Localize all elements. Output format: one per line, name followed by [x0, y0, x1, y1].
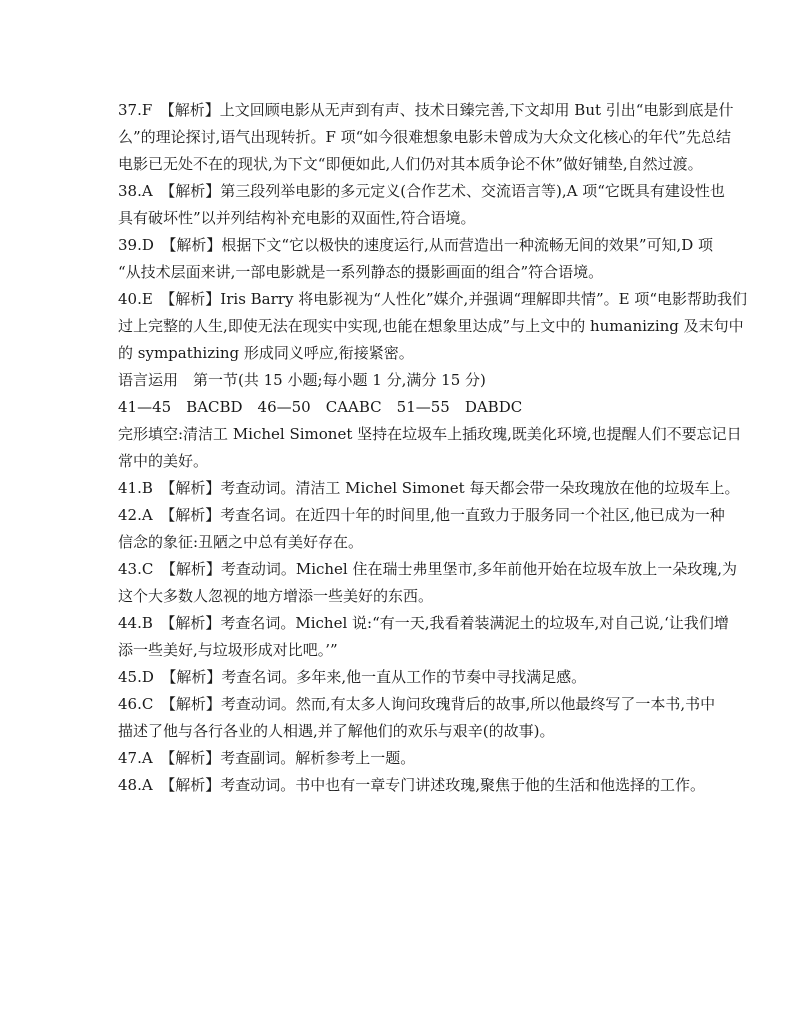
text-line: 添一些美好,与垃圾形成对比吧。’” [118, 641, 338, 659]
text-line: “从技术层面来讲,一部电影就是一系列静态的摄影画面的组合”符合语境。 [118, 263, 604, 281]
text-line: 完形填空:清洁工 Michel Simonet 坚持在垃圾车上插玫瑰,既美化环境,也提醒人们不要忘记日 [118, 425, 742, 443]
text-line: 40.E 【解析】Iris Barry 将电影视为“人性化”媒介,并强调“理解即共情”。E 项“电影帮助我们 [118, 290, 748, 308]
text-line: 41.B 【解析】考查动词。清洁工 Michel Simonet 每天都会带一朵玫瑰放在他的垃圾车上。 [118, 479, 740, 497]
text-line: 的 sympathizing 形成同义呼应,衔接紧密。 [118, 344, 414, 362]
text-line: 47.A 【解析】考查副词。解析参考上一题。 [118, 749, 416, 767]
section-heading: 语言运用 第一节(共 15 小题;每小题 1 分,满分 15 分) [118, 371, 486, 389]
text-line: 45.D 【解析】考查名词。多年来,他一直从工作的节奏中寻找满足感。 [118, 668, 587, 686]
text-line: 43.C 【解析】考查动词。Michel 住在瑞士弗里堡市,多年前他开始在垃圾车放上一朵玫瑰,为 [118, 560, 738, 578]
text-line: 37.F 【解析】上文回顾电影从无声到有声、技术日臻完善,下文却用 But 引出“电影到底是什 [118, 101, 734, 119]
text-line: 39.D 【解析】根据下文“它以极快的速度运行,从而营造出一种流畅无间的效果”可知,D 项 [118, 236, 714, 254]
text-line: 信念的象征:丑陋之中总有美好存在。 [118, 533, 364, 551]
answer-key-line: 41—45 BACBD 46—50 CAABC 51—55 DABDC [118, 398, 523, 416]
text-line: 38.A 【解析】第三段列举电影的多元定义(合作艺术、交流语言等),A 项“它既具有建设性也 [118, 182, 725, 200]
text-line: 具有破坏性”以并列结构补充电影的双面性,符合语境。 [118, 209, 476, 227]
text-line: 42.A 【解析】考查名词。在近四十年的时间里,他一直致力于服务同一个社区,他已成为一种 [118, 506, 725, 524]
text-line: 这个大多数人忽视的地方增添一些美好的东西。 [118, 587, 434, 605]
answer-explanation-document [118, 97, 748, 799]
text-line: 么”的理论探讨,语气出现转折。F 项“如今很难想象电影未曾成为大众文化核心的年代”先总结 [118, 128, 731, 146]
text-line: 描述了他与各行各业的人相遇,并了解他们的欢乐与艰辛(的故事)。 [118, 722, 555, 740]
text-line: 44.B 【解析】考查名词。Michel 说:“有一天,我看着装满泥土的垃圾车,对自己说,‘让我们增 [118, 614, 729, 632]
text-line: 过上完整的人生,即使无法在现实中实现,也能在想象里达成”与上文中的 humanizing 及末句中 [118, 317, 744, 335]
text-line: 电影已无处不在的现状,为下文“即便如此,人们仍对其本质争论不休”做好铺垫,自然过渡。 [118, 155, 703, 173]
text-line: 常中的美好。 [118, 452, 209, 470]
text-line: 48.A 【解析】考查动词。书中也有一章专门讲述玫瑰,聚焦于他的生活和他选择的工作。 [118, 776, 705, 794]
text-line: 46.C 【解析】考查动词。然而,有太多人询问玫瑰背后的故事,所以他最终写了一本书,书中 [118, 695, 716, 713]
